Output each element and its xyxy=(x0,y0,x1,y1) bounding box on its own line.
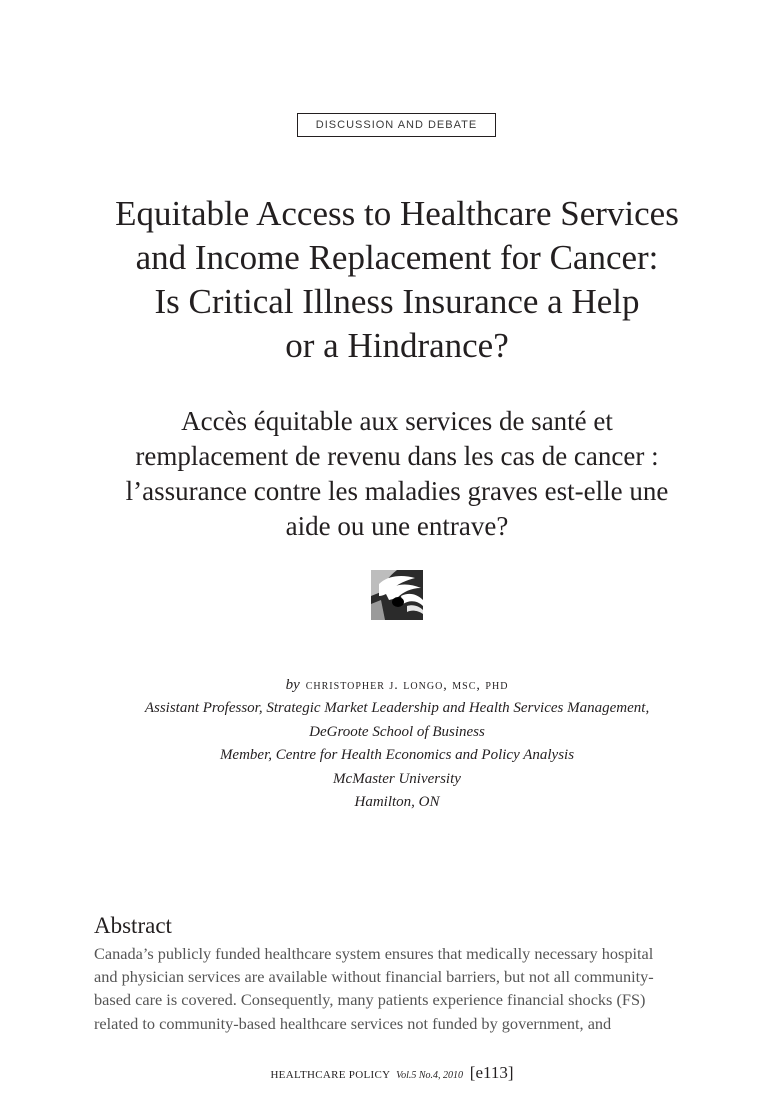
abstract-line: based care is covered. Consequently, many patients experience financial shocks (FS) xyxy=(94,990,646,1010)
title-fr-line: remplacement de revenu dans les cas de cancer : xyxy=(135,441,659,471)
title-fr-line: aide ou une entrave? xyxy=(285,511,509,541)
article-title-french xyxy=(60,404,734,544)
abstract-line: Canada’s publicly funded healthcare system ensures that medically necessary hospital xyxy=(94,944,654,963)
title-fr-line: l’assurance contre les maladies graves est-elle une xyxy=(125,476,669,506)
journal-logo-icon xyxy=(371,570,423,620)
abstract-line: related to community-based healthcare services not funded by government, and xyxy=(94,1013,612,1033)
affiliation-line: Assistant Professor, Strategic Market Leadership and Health Services Management, xyxy=(144,700,650,716)
affiliation-line: Hamilton, ON xyxy=(354,794,440,810)
author-byline xyxy=(60,674,734,697)
title-en-line: and Income Replacement for Cancer: xyxy=(135,238,659,277)
abstract-line: and physician services are available without financial barriers, but not all community- xyxy=(94,967,654,987)
title-en-line: or a Hindrance? xyxy=(285,326,509,365)
section-tag: DISCUSSION AND DEBATE xyxy=(297,113,496,137)
journal-volume: Vol.5 No.4, 2010 xyxy=(396,1070,464,1081)
byline-prefix: by xyxy=(285,677,300,693)
affiliation-line: DeGroote School of Business xyxy=(309,723,485,740)
abstract-text xyxy=(94,942,694,1035)
article-title-english xyxy=(60,192,734,368)
title-en-line: Is Critical Illness Insurance a Help xyxy=(154,282,640,321)
page-number: [e113] xyxy=(469,1063,514,1082)
page-footer xyxy=(0,1063,784,1083)
affiliation-line: McMaster University xyxy=(333,770,461,787)
author-affiliation xyxy=(60,697,734,815)
abstract-heading: Abstract xyxy=(94,913,172,938)
journal-name: HEALTHCARE POLICY xyxy=(270,1069,391,1081)
title-fr-line: Accès équitable aux services de santé et xyxy=(181,406,613,436)
author-name: christopher j. longo, msc, phd xyxy=(305,678,509,693)
title-en-line: Equitable Access to Healthcare Services xyxy=(115,194,679,233)
affiliation-line: Member, Centre for Health Economics and Policy Analysis xyxy=(219,747,575,763)
